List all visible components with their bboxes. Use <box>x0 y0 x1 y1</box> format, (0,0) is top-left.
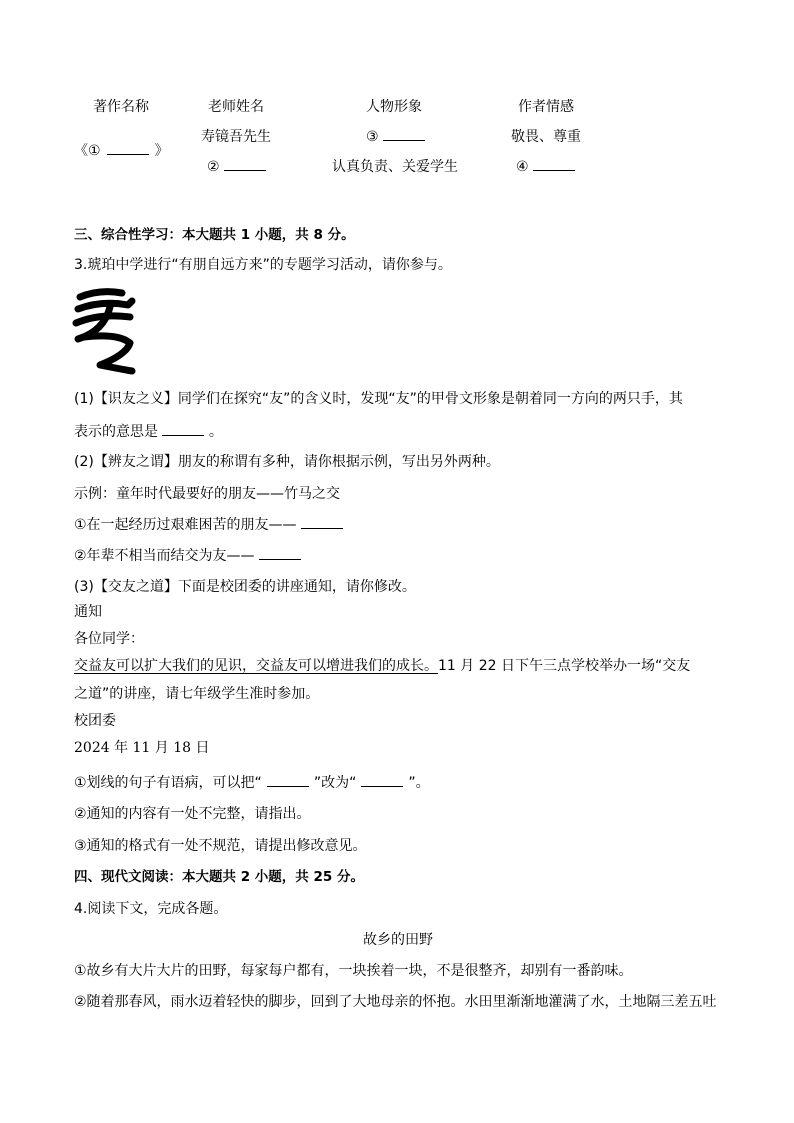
table-cell-suffix: 》 <box>154 143 169 159</box>
article-paragraph-1: ①故乡有大片大片的田野，每家每户都有，一块挨着一块，不是很整齐，却别有一番韵味。 <box>74 963 633 979</box>
notice-underlined-sentence: 交益友可以扩大我们的见识，交益友可以增进我们的成长。 <box>74 658 438 674</box>
notice-body-rest: 11 月 22 日下午三点学校举办一场“交友 <box>438 658 691 674</box>
table-header-work-title: 著作名称 <box>93 99 149 115</box>
table-cell-label: ③ <box>366 129 379 145</box>
question3-intro: 3.琥珀中学进行“有朋自远方来”的专题学习活动，请你参与。 <box>74 257 452 273</box>
question3-1-line2 <box>74 422 223 442</box>
question3-3-sub2: ②通知的内容有一处不完整，请指出。 <box>74 806 311 822</box>
table-cell-prefix: 《① <box>74 143 101 159</box>
question-text: ”。 <box>408 775 430 791</box>
section3-heading: 三、综合性学习：本大题共 1 小题，共 8 分。 <box>74 227 355 243</box>
table-cell-work-title <box>74 141 169 161</box>
question3-1-line1: (1)【识友之义】同学们在探究“友”的含义时，发现“友”的甲骨文形象是朝着同一方向的两只手，其 <box>74 391 683 407</box>
answer-blank-friend-2[interactable] <box>259 547 301 560</box>
question3-3: (3)【交友之道】下面是校团委的讲座通知，请你修改。 <box>74 579 416 595</box>
table-cell-character-image <box>366 127 425 147</box>
notice-title: 通知 <box>74 604 102 620</box>
answer-blank-2[interactable] <box>224 158 266 171</box>
table-cell-teacher-name-2 <box>207 157 266 177</box>
table-header-character-image: 人物形象 <box>366 99 422 115</box>
friend-term-item-2 <box>74 546 301 566</box>
article-paragraph-2: ②随着那春风，雨水迈着轻快的脚步，回到了大地母亲的怀抱。水田里渐渐地灌满了水，土地隔三差五吐 <box>74 994 717 1010</box>
question3-3-sub1 <box>74 773 430 793</box>
answer-blank-4[interactable] <box>533 158 575 171</box>
table-cell-character-image-2: 认真负责、关爱学生 <box>332 159 458 175</box>
answer-blank-1[interactable] <box>107 142 149 155</box>
section4-heading: 四、现代文阅读：本大题共 2 小题，共 25 分。 <box>74 869 364 885</box>
table-cell-label: ④ <box>516 159 529 175</box>
notice-body-line1 <box>74 656 690 676</box>
answer-blank-meaning[interactable] <box>162 423 204 436</box>
question-text: 。 <box>208 424 223 440</box>
question-text: ”改为“ <box>313 775 357 791</box>
question-text: 表示的意思是 <box>74 424 158 440</box>
question-text: ①划线的句子有语病，可以把“ <box>74 775 262 791</box>
answer-blank-3[interactable] <box>383 128 425 141</box>
question4-intro: 4.阅读下文，完成各题。 <box>74 901 228 917</box>
table-cell-teacher-name: 寿镜吾先生 <box>201 129 271 145</box>
friend-term-item-1 <box>74 515 343 535</box>
article-title: 故乡的田野 <box>363 932 433 948</box>
notice-greeting: 各位同学： <box>74 631 144 647</box>
table-cell-label: ② <box>207 159 220 175</box>
answer-blank-friend-1[interactable] <box>301 516 343 529</box>
answer-blank-revised[interactable] <box>361 774 403 787</box>
oracle-bone-you-glyph-icon <box>70 283 142 375</box>
question3-3-sub3: ③通知的格式有一处不规范，请提出修改意见。 <box>74 838 367 854</box>
question-text: ②年辈不相当而结交为友—— <box>74 548 255 564</box>
notice-signer: 校团委 <box>74 713 116 729</box>
notice-date: 2024 年 11 月 18 日 <box>74 740 210 756</box>
answer-blank-original[interactable] <box>267 774 309 787</box>
question3-2: (2)【辨友之谓】朋友的称谓有多种，请你根据示例，写出另外两种。 <box>74 454 500 470</box>
notice-body-line2: 之道”的讲座，请七年级学生准时参加。 <box>74 686 320 702</box>
question-text: ①在一起经历过艰难困苦的朋友—— <box>74 517 297 533</box>
table-header-teacher-name: 老师姓名 <box>208 99 264 115</box>
table-header-author-emotion: 作者情感 <box>518 99 574 115</box>
example-line: 示例：童年时代最要好的朋友——竹马之交 <box>74 486 340 502</box>
table-cell-author-emotion-2 <box>516 157 575 177</box>
table-cell-author-emotion: 敬畏、尊重 <box>511 129 581 145</box>
